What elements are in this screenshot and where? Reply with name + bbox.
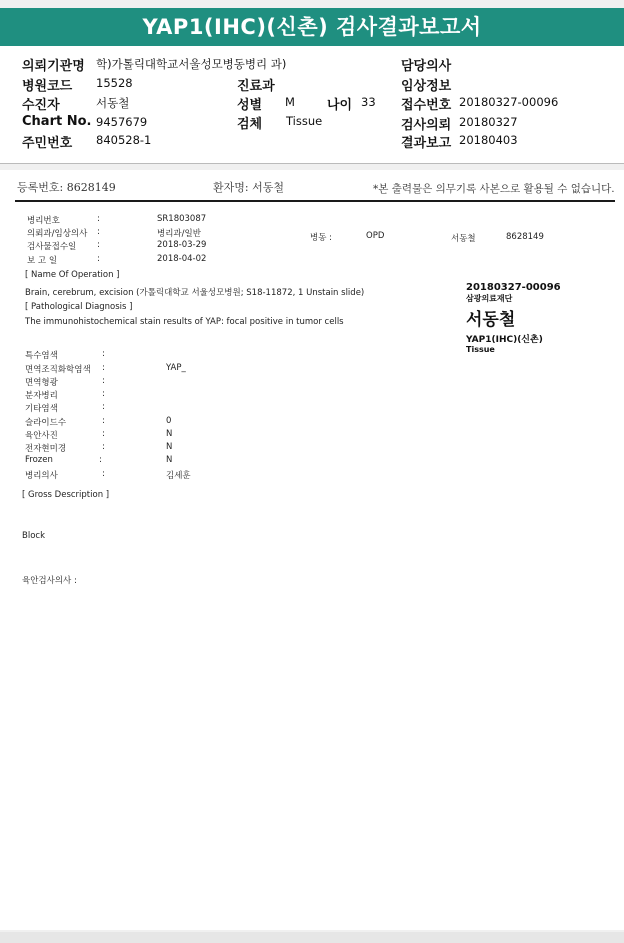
report-date-value: 2018-04-02	[157, 254, 207, 264]
stain-value: YAP_	[166, 363, 186, 373]
stain-value: 0	[166, 416, 172, 426]
patient-id-2: 8628149	[506, 232, 544, 242]
stain-label: 특수염색	[25, 351, 58, 361]
divider-line	[15, 200, 615, 202]
ward-value: OPD	[366, 231, 385, 241]
stain-label: 육안사진	[25, 431, 58, 441]
age-value: 33	[361, 95, 376, 109]
colon: :	[102, 442, 105, 452]
dept-doctor-value: 병리과/일반	[157, 229, 201, 239]
stain-value: 김세훈	[166, 471, 191, 481]
stamp-test-name: YAP1(IHC)(신촌)	[466, 335, 543, 345]
id-label: 주민번호	[22, 136, 73, 151]
colon: :	[102, 416, 105, 426]
stain-value: N	[166, 442, 173, 452]
colon: :	[102, 349, 105, 359]
stain-value: N	[166, 429, 173, 439]
patient-value: 서동철	[96, 96, 130, 110]
hospital-code-value: 15528	[96, 76, 133, 90]
receipt-date-value: 2018-03-29	[157, 240, 207, 250]
stain-value: N	[166, 455, 173, 465]
report-body	[0, 170, 624, 930]
bottom-strip	[0, 932, 624, 943]
stamp-lab-name: 삼광의료재단	[466, 294, 513, 303]
patient-name-2: 서동철	[451, 234, 476, 244]
pathology-no-label: 병리번호	[27, 216, 60, 226]
report-label: 결과보고	[401, 136, 452, 151]
colon: :	[97, 240, 100, 250]
specimen-label: 검체	[237, 117, 263, 132]
report-title: YAP1(IHC)(신촌) 검사결과보고서	[0, 8, 624, 46]
dept-doctor-label: 의뢰과/임상의사	[27, 229, 88, 239]
stain-label: 면역조직화학염색	[25, 365, 91, 375]
diagnosis-heading: [ Pathological Diagnosis ]	[25, 302, 133, 312]
operation-heading: [ Name Of Operation ]	[25, 270, 120, 280]
request-label: 검사의뢰	[401, 118, 452, 133]
patient-label: 수진자	[22, 98, 60, 113]
colon: :	[97, 227, 100, 237]
colon: :	[102, 389, 105, 399]
report-date-label: 보 고 일	[27, 256, 58, 266]
colon: :	[102, 469, 105, 479]
report-header	[0, 46, 624, 164]
sex-value: M	[285, 95, 295, 109]
stain-label: 슬라이드수	[25, 418, 67, 428]
stain-label: 기타염색	[25, 404, 58, 414]
pathology-no-value: SR1803087	[157, 214, 207, 224]
operation-text: Brain, cerebrum, excision (가톨릭대학교 서울성모병원; S18-11872, 1 Unstain slide)	[25, 288, 365, 298]
gross-doctor-label: 육안검사의사 :	[22, 576, 77, 586]
colon: :	[97, 214, 100, 224]
patient-name: 환자명: 서동철	[213, 181, 284, 194]
stain-label: 전자현미경	[25, 444, 67, 454]
specimen-stamp	[466, 282, 590, 354]
colon: :	[102, 376, 105, 386]
hospital-label: 의뢰기관명	[22, 59, 85, 74]
stain-label: 분자병리	[25, 391, 58, 401]
dept-label: 진료과	[237, 79, 275, 94]
colon: :	[99, 455, 102, 465]
colon: :	[97, 254, 100, 264]
receipt-date-label: 검사물접수일	[27, 242, 77, 252]
colon: :	[102, 429, 105, 439]
stamp-specimen: Tissue	[466, 345, 495, 354]
clinical-info-label: 임상정보	[401, 79, 452, 94]
copy-notice: *본 출력물은 의무기록 사본으로 활용될 수 없습니다.	[373, 183, 615, 195]
report-value: 20180403	[459, 133, 518, 147]
stain-label: Frozen	[25, 455, 53, 465]
stamp-patient-name: 서동철	[466, 310, 516, 330]
hospital-value: 학)가톨릭대학교서울성모병동병리 과)	[96, 57, 287, 71]
hospital-code-label: 병원코드	[22, 79, 73, 94]
receipt-no-label: 접수번호	[401, 98, 452, 113]
chart-no-value: 9457679	[96, 115, 148, 129]
specimen-value: Tissue	[286, 114, 323, 128]
colon: :	[102, 363, 105, 373]
ward-label: 병동 :	[310, 233, 332, 243]
stain-label: 면역형광	[25, 378, 58, 388]
receipt-no-value: 20180327-00096	[459, 95, 559, 109]
gross-heading: [ Gross Description ]	[22, 490, 110, 500]
diagnosis-text: The immunohistochemical stain results of YAP: focal positive in tumor cells	[25, 317, 344, 327]
stain-label: 병리의사	[25, 471, 58, 481]
stamp-receipt-no: 20180327-00096	[466, 282, 561, 293]
request-value: 20180327	[459, 115, 518, 129]
age-label: 나이	[327, 98, 353, 113]
registration-number: 등록번호: 8628149	[17, 181, 116, 194]
chart-no-label: Chart No.	[22, 114, 92, 129]
id-value: 840528-1	[96, 133, 152, 147]
doctor-label: 담당의사	[401, 59, 452, 74]
colon: :	[102, 402, 105, 412]
sex-label: 성별	[237, 98, 263, 113]
block-label: Block	[22, 531, 45, 541]
